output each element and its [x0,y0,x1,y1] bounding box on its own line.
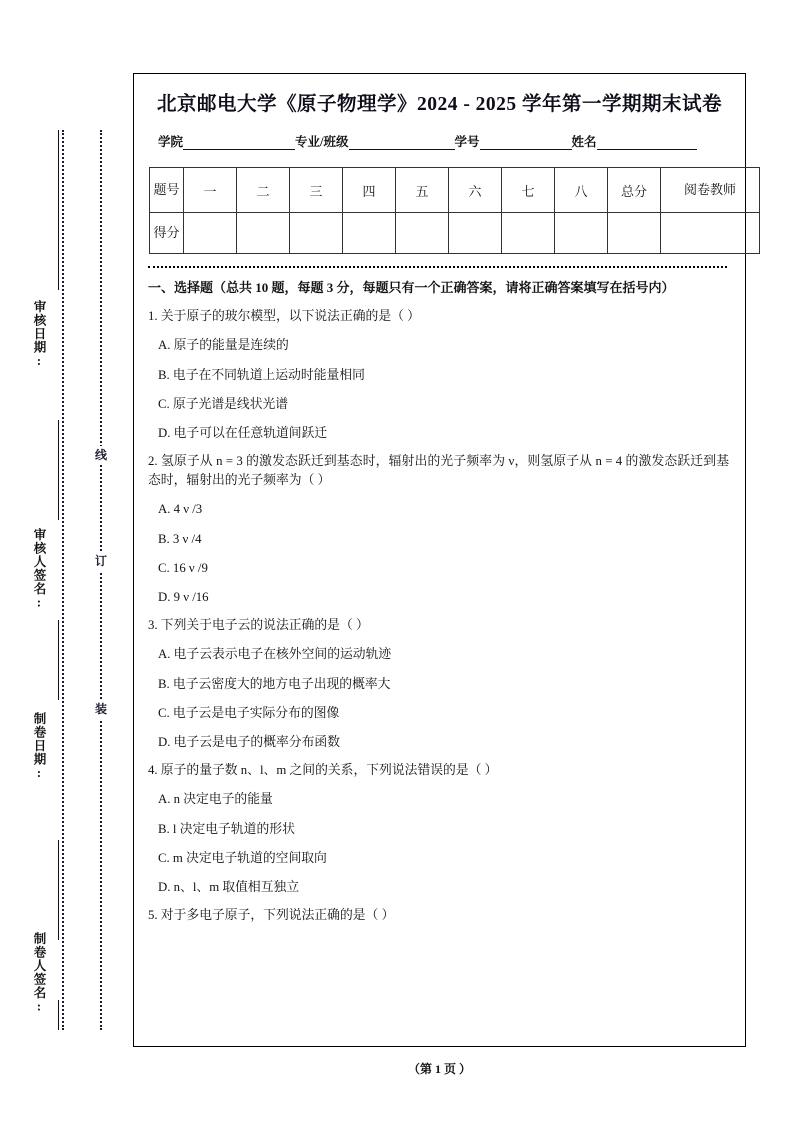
seal-char-xian: 线 [92,446,110,465]
question-1-option-d[interactable]: D. 电子可以在任意轨道间跃迁 [158,425,328,440]
student-id-label: 学号 [454,135,480,149]
question-block-4 [148,761,729,897]
score-cell-1[interactable] [184,213,237,254]
left-margin-strip [0,0,133,1122]
margin-rule-1 [58,130,59,290]
question-stem-2: 2. 氢原子从 n = 3 的激发态跃迁到基态时，辐射出的光子频率为 ν，则氢原子从 n = 4 的激发态跃迁到基态时，辐射出的光子频率为（ ） [148,454,729,488]
name-label: 姓名 [571,135,597,149]
college-input[interactable] [183,136,295,150]
question-3-option-c[interactable]: C. 电子云是电子实际分布的图像 [158,705,340,720]
exam-paper-frame [133,73,746,1047]
question-2-option-b[interactable]: B. 3 ν /4 [158,531,202,546]
margin-rule-4 [58,840,59,940]
score-table [149,167,760,254]
major-class-input[interactable] [349,136,455,150]
question-2-option-d[interactable]: D. 9 ν /16 [158,590,209,605]
question-stem-5: 5. 对于多电子原子，下列说法正确的是（ ） [148,908,395,923]
score-cell-5[interactable] [396,213,449,254]
margin-label-production-date: 制卷日期: [32,712,46,781]
score-cell-6[interactable] [449,213,502,254]
margin-rule-2 [58,420,59,520]
col-header-7: 七 [502,168,555,213]
row-label-question-no: 题号 [150,168,184,213]
col-header-8: 八 [555,168,608,213]
row-label-score: 得分 [150,213,184,254]
name-field[interactable] [572,132,697,150]
question-stem-1: 1. 关于原子的玻尔模型，以下说法正确的是（ ） [148,309,420,324]
score-cell-8[interactable] [555,213,608,254]
col-header-1: 一 [184,168,237,213]
margin-label-review-date: 审核日期: [32,300,46,369]
student-id-field[interactable] [455,132,572,150]
question-block-5 [148,906,729,925]
col-header-3: 三 [290,168,343,213]
margin-rule-5 [58,1000,59,1030]
margin-dotted-line-inner [100,130,102,1030]
margin-label-producer-sign: 制卷人签名: [32,932,46,1015]
score-cell-2[interactable] [237,213,290,254]
question-block-3 [148,616,729,752]
col-header-4: 四 [343,168,396,213]
score-cell-grader[interactable] [661,213,760,254]
major-class-field[interactable] [295,132,454,150]
name-input[interactable] [597,136,697,150]
student-id-input[interactable] [480,136,572,150]
question-3-option-d[interactable]: D. 电子云是电子的概率分布函数 [158,734,340,749]
question-1-option-b[interactable]: B. 电子在不同轨道上运动时能量相同 [158,367,365,382]
col-header-total: 总分 [608,168,661,213]
question-1-option-a[interactable]: A. 原子的能量是连续的 [158,338,289,353]
question-block-2 [148,452,729,607]
col-header-6: 六 [449,168,502,213]
table-row-question-numbers [150,168,760,213]
margin-dotted-line-outer [62,130,64,1030]
col-header-2: 二 [237,168,290,213]
question-stem-4: 4. 原子的量子数 n、l、m 之间的关系，下列说法错误的是（ ） [148,763,498,778]
score-cell-total[interactable] [608,213,661,254]
score-table-wrapper [149,167,736,254]
question-4-option-d[interactable]: D. n、l、m 取值相互独立 [158,879,300,894]
seal-char-ding: 订 [92,552,110,571]
table-row-scores [150,213,760,254]
page-title: 北京邮电大学《原子物理学》2024 - 2025 学年第一学期期末试卷 [156,94,723,115]
question-1-option-c[interactable]: C. 原子光谱是线状光谱 [158,396,289,411]
score-cell-4[interactable] [343,213,396,254]
col-header-5: 五 [396,168,449,213]
question-stem-3: 3. 下列关于电子云的说法正确的是（ ） [148,618,369,633]
question-4-option-a[interactable]: A. n 决定电子的能量 [158,792,273,807]
question-3-option-b[interactable]: B. 电子云密度大的地方电子出现的概率大 [158,676,391,691]
college-field[interactable] [158,132,295,150]
score-cell-3[interactable] [290,213,343,254]
student-info-row [158,132,731,150]
score-cell-7[interactable] [502,213,555,254]
question-2-option-c[interactable]: C. 16 ν /9 [158,560,208,575]
question-4-option-b[interactable]: B. l 决定电子轨道的形状 [158,821,295,836]
question-2-option-a[interactable]: A. 4 ν /3 [158,502,203,517]
college-label: 学院 [158,135,184,149]
section-heading-multiple-choice: 一、选择题（总共 10 题，每题 3 分，每题只有一个正确答案，请将正确答案填写在括号内） [148,280,675,295]
col-header-grader: 阅卷教师 [661,168,760,213]
dotted-separator [148,266,727,268]
question-3-option-a[interactable]: A. 电子云表示电子在核外空间的运动轨迹 [158,647,392,662]
margin-rule-3 [58,620,59,700]
question-4-option-c[interactable]: C. m 决定电子轨道的空间取向 [158,850,327,865]
seal-char-zhuang: 装 [92,700,110,719]
margin-label-reviewer-sign: 审核人签名: [32,528,46,611]
major-class-label: 专业/班级 [295,135,349,149]
exam-body [148,278,729,925]
page-footer: （第 1 页 ） [407,1062,471,1076]
question-block-1 [148,307,729,443]
